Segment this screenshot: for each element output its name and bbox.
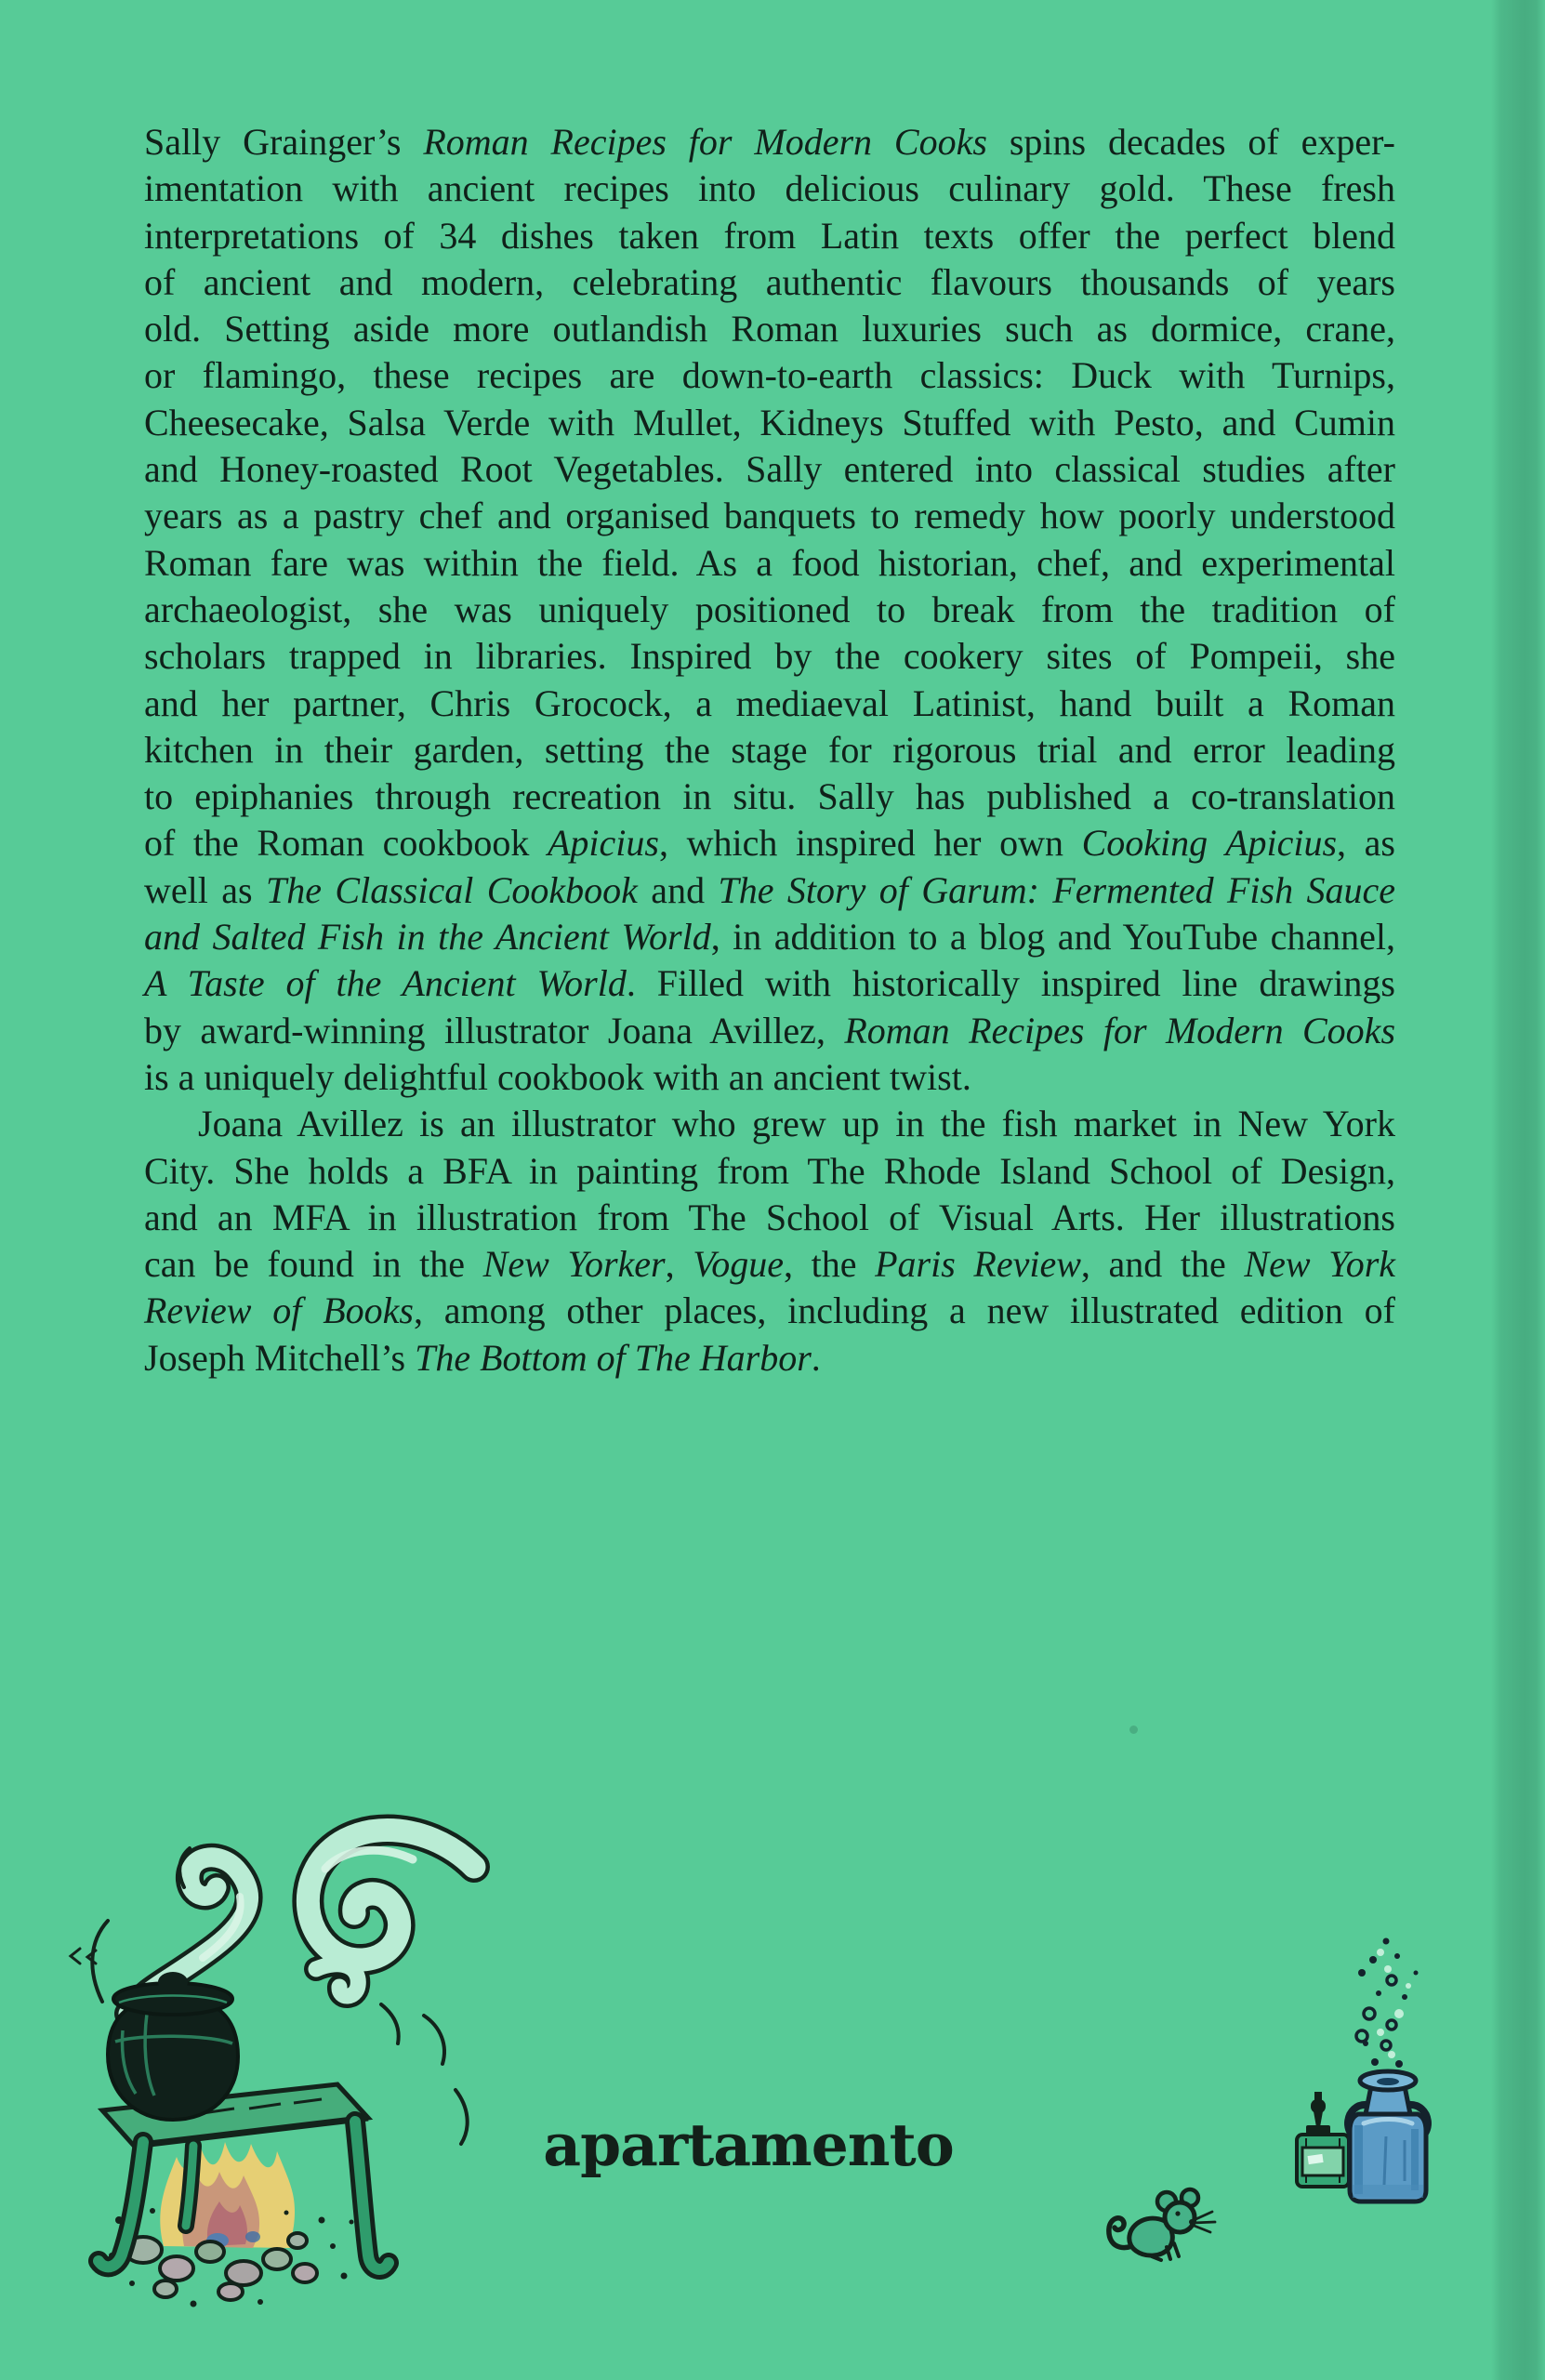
text-line: and an MFA in illustration from The School of Visual Arts. Her illustrations — [144, 1196, 1395, 1238]
publisher-logo: apartamento — [543, 2110, 954, 2179]
cooking-pot-illustration — [54, 1811, 491, 2308]
pot-icon — [108, 1972, 238, 2120]
text-line: and Salted Fish in the Ancient World, in addition to a blog and YouTube channel, — [144, 916, 1395, 959]
paragraph — [144, 1101, 1395, 1382]
text-line: Joana Avillez is an illustrator who grew up in the fish market in New York — [198, 1103, 1395, 1145]
text-line: scholars trapped in libraries. Inspired by the cookery sites of Pompeii, she — [144, 635, 1395, 678]
text-line: of ancient and modern, celebrating authentic flavours thousands of years — [144, 260, 1395, 303]
amphora-bottle-icon — [1348, 2071, 1428, 2202]
text-line: kitchen in their garden, setting the stage for rigorous trial and error leading — [144, 728, 1395, 771]
text-line: old. Setting aside more outlandish Roman luxuries such as dormice, crane, — [144, 308, 1395, 350]
fire-stones-icon — [125, 2233, 317, 2300]
text-line: interpretations of 34 dishes taken from Latin texts offer the perfect blend — [144, 214, 1395, 257]
text-line: of the Roman cookbook Apicius, which inspired her own Cooking Apicius, as — [144, 822, 1395, 865]
text-line: can be found in the New Yorker, Vogue, the Paris Review, and the New York — [144, 1243, 1396, 1286]
text-line: years as a pastry chef and organised banquets to remedy how poorly understood — [144, 495, 1395, 537]
dropper-bottle-icon — [1297, 2092, 1349, 2187]
text-line: Sally Grainger’s Roman Recipes for Modern Cooks spins decades of exper- — [144, 121, 1395, 163]
text-line: Roman fare was within the field. As a food historian, chef, and experimental — [144, 541, 1395, 584]
text-line: archaeologist, she was uniquely positioned to break from the tradition of — [144, 588, 1395, 630]
print-speck — [1129, 1726, 1138, 1734]
text-line: by award-winning illustrator Joana Avillez, Roman Recipes for Modern Cooks — [144, 1009, 1396, 1051]
bubbles-icon — [1356, 1938, 1419, 2069]
text-line: and her partner, Chris Grocock, a mediaeval Latinist, hand built a Roman — [144, 681, 1395, 724]
mouse-body-icon — [1129, 2189, 1215, 2260]
text-line: City. She holds a BFA in painting from The Rhode Island School of Design, — [144, 1149, 1395, 1192]
mouse-illustration — [1100, 2178, 1225, 2271]
text-line: or flamingo, these recipes are down-to-earth classics: Duck with Turnips, — [144, 354, 1395, 397]
text-line: Review of Books, among other places, including a new illustrated edition of — [144, 1289, 1395, 1332]
text-line: to epiphanies through recreation in situ. Sally has published a co-translation — [144, 775, 1395, 818]
text-line: well as The Classical Cookbook and The Story of Garum: Fermented Fish Sauce — [144, 868, 1396, 911]
fire-icon — [160, 2142, 295, 2248]
text-line: and Honey-roasted Root Vegetables. Sally entered into classical studies after — [144, 448, 1395, 491]
text-line: Cheesecake, Salsa Verde with Mullet, Kidneys Stuffed with Pesto, and Cumin — [144, 401, 1395, 443]
text-line: A Taste of the Ancient World. Filled with historically inspired line drawings — [144, 962, 1395, 1005]
text-line: Joseph Mitchell’s The Bottom of The Harbor. — [144, 1336, 821, 1379]
paragraph — [144, 119, 1395, 1101]
bottles-illustration — [1286, 1932, 1509, 2211]
back-cover-text — [144, 119, 1395, 1382]
text-line: is a uniquely delightful cookbook with an ancient twist. — [144, 1055, 971, 1098]
text-line: imentation with ancient recipes into delicious culinary gold. These fresh — [144, 167, 1395, 210]
